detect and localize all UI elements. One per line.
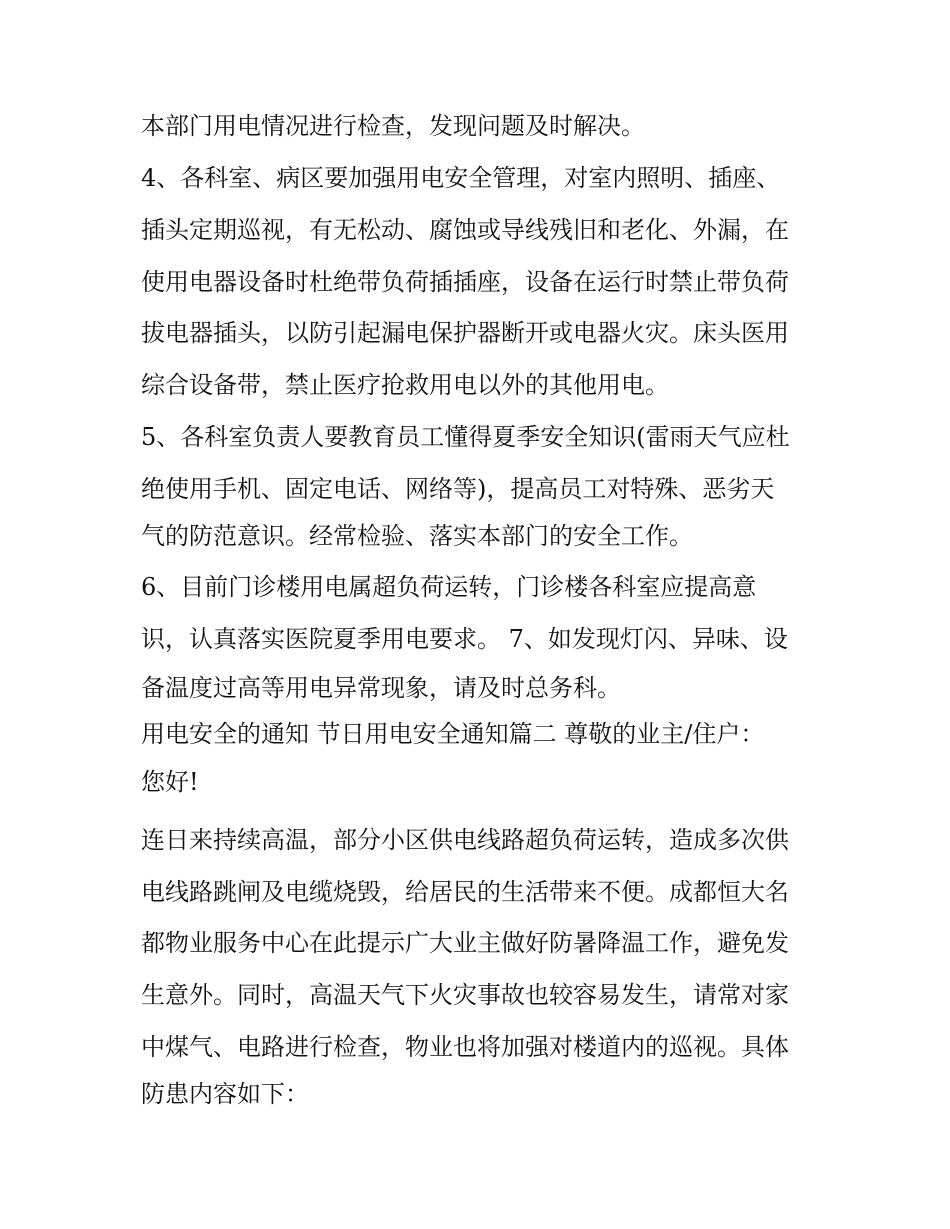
document-line: 本部门用电情况进行检查，发现问题及时解决。 [141, 112, 645, 140]
document-line: 5、各科室负责人要教育员工懂得夏季安全知识(雷雨天气应杜 [141, 423, 790, 451]
document-line: 连日来持续高温，部分小区供电线路超负荷运转，造成多次供 [141, 826, 789, 854]
document-line: 拔电器插头，以防引起漏电保护器断开或电器火灾。床头医用 [141, 319, 789, 347]
document-line: 绝使用手机、固定电话、网络等)，提高员工对特殊、恶劣天 [141, 475, 775, 503]
document-line: 都物业服务中心在此提示广大业主做好防暑降温工作，避免发 [141, 929, 789, 957]
document-line: 用电安全的通知 节日用电安全通知篇二 尊敬的业主/住户： [141, 720, 765, 748]
document-line: 电线路跳闸及电缆烧毁，给居民的生活带来不便。成都恒大名 [141, 878, 789, 906]
document-line: 识，认真落实医院夏季用电要求。 7、如发现灯闪、异味、设 [141, 625, 788, 653]
document-line: 气的防范意识。经常检验、落实本部门的安全工作。 [141, 522, 693, 550]
document-line: 备温度过高等用电异常现象，请及时总务科。 [141, 674, 621, 702]
document-line: 4、各科室、病区要加强用电安全管理，对室内照明、插座、 [141, 164, 781, 192]
document-line: 您好! [141, 768, 199, 796]
document-line: 6、目前门诊楼用电属超负荷运转，门诊楼各科室应提高意 [141, 573, 757, 601]
document-line: 防患内容如下： [141, 1080, 309, 1108]
document-line: 使用电器设备时杜绝带负荷插插座，设备在运行时禁止带负荷 [141, 268, 789, 296]
document-line: 综合设备带，禁止医疗抢救用电以外的其他用电。 [141, 371, 669, 399]
document-line: 生意外。同时，高温天气下火灾事故也较容易发生，请常对家 [141, 981, 789, 1009]
document-line: 中煤气、电路进行检查，物业也将加强对楼道内的巡视。具体 [141, 1033, 789, 1061]
document-line: 插头定期巡视，有无松动、腐蚀或导线残旧和老化、外漏，在 [141, 216, 789, 244]
